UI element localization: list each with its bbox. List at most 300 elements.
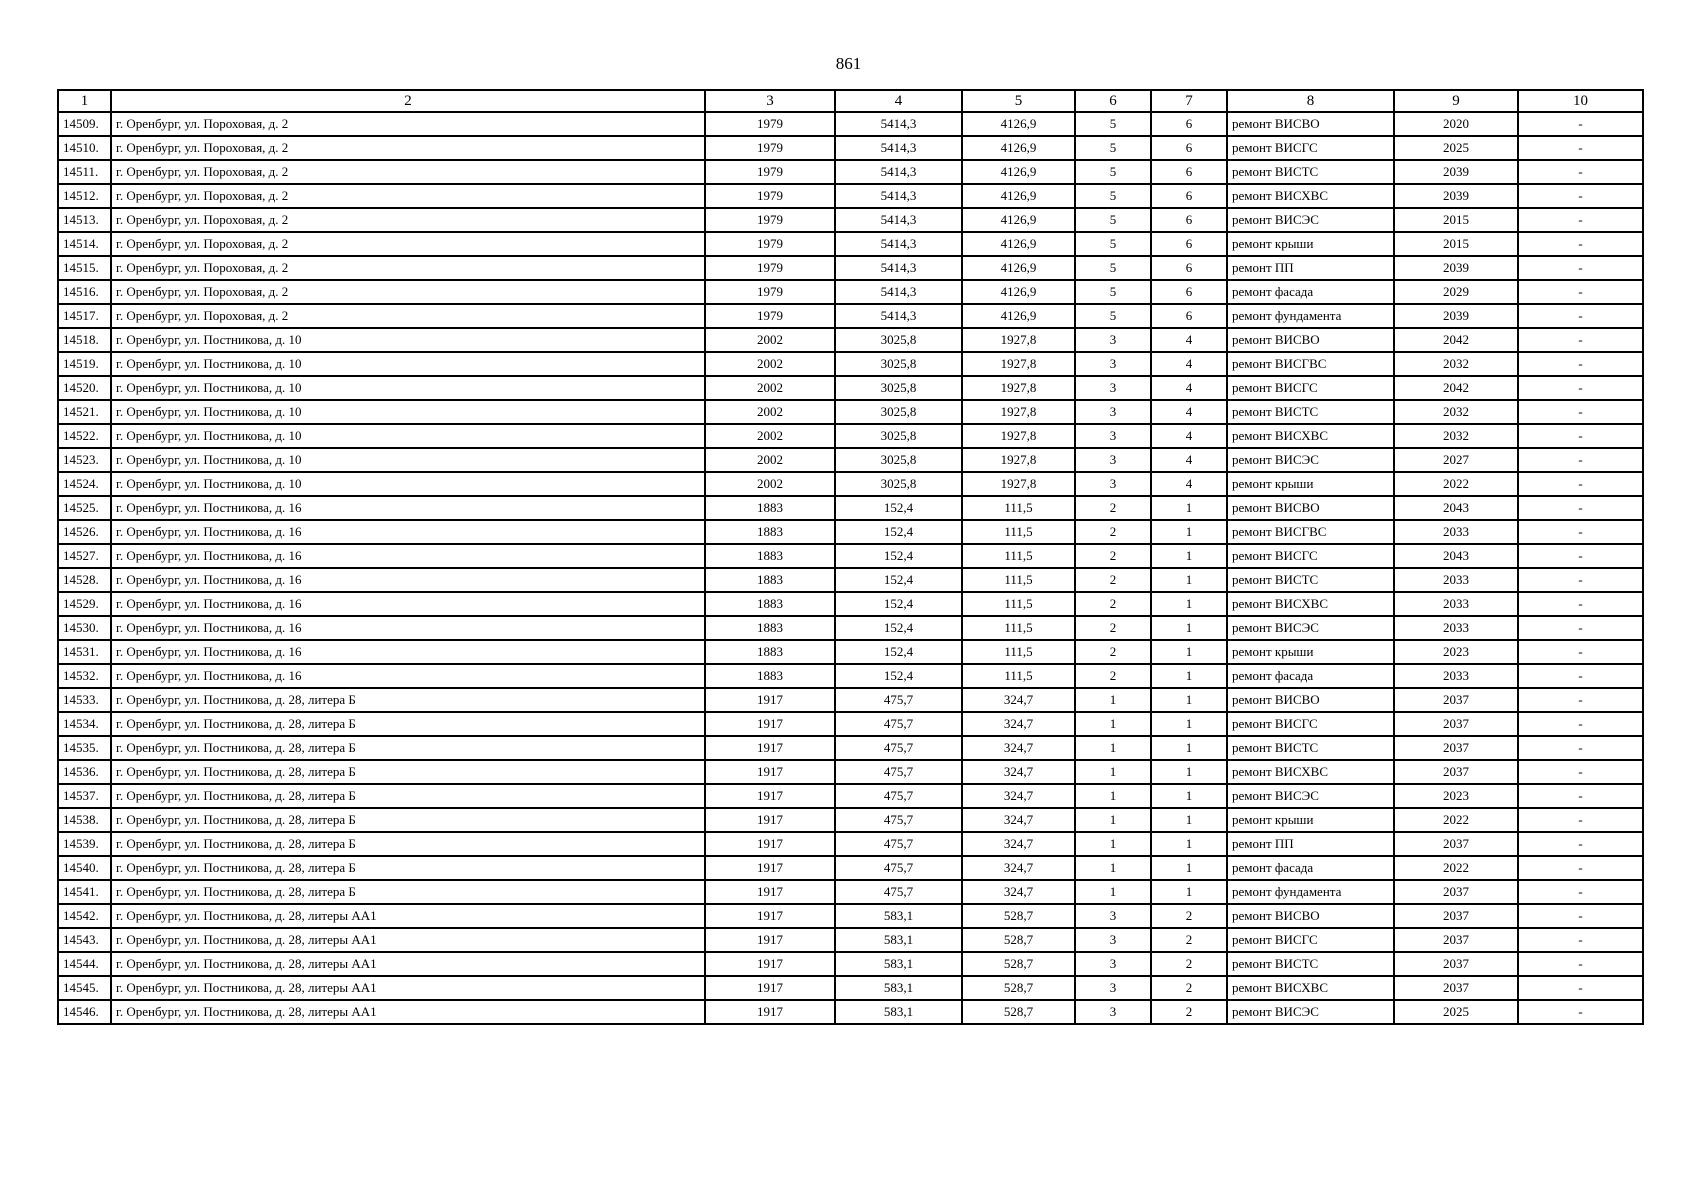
col-year-cell: 2002	[705, 448, 835, 472]
col-year-planned-cell: 2033	[1394, 520, 1518, 544]
col-year-planned-cell: 2015	[1394, 208, 1518, 232]
col-notes-cell: -	[1518, 856, 1643, 880]
col-area-total-cell: 3025,8	[835, 352, 962, 376]
col-number-cell: 14539.	[58, 832, 111, 856]
table-row	[58, 160, 1643, 184]
col-area-total-cell: 5414,3	[835, 112, 962, 136]
col-floors-cell: 3	[1075, 448, 1151, 472]
table-row	[58, 808, 1643, 832]
header-col-address: 2	[111, 90, 705, 112]
col-year-planned-cell: 2042	[1394, 328, 1518, 352]
col-entrances-cell: 6	[1151, 184, 1227, 208]
col-address-cell: г. Оренбург, ул. Постникова, д. 10	[111, 328, 705, 352]
table-row	[58, 136, 1643, 160]
col-area-total-cell: 3025,8	[835, 424, 962, 448]
col-year-cell: 1917	[705, 928, 835, 952]
col-year-planned-cell: 2043	[1394, 496, 1518, 520]
col-floors-cell: 3	[1075, 376, 1151, 400]
col-area-total-cell: 583,1	[835, 952, 962, 976]
col-year-cell: 1917	[705, 880, 835, 904]
col-floors-cell: 1	[1075, 808, 1151, 832]
col-number-cell: 14542.	[58, 904, 111, 928]
col-entrances-cell: 1	[1151, 496, 1227, 520]
table-row	[58, 616, 1643, 640]
col-address-cell: г. Оренбург, ул. Пороховая, д. 2	[111, 136, 705, 160]
col-area-living-cell: 111,5	[962, 640, 1075, 664]
col-floors-cell: 3	[1075, 352, 1151, 376]
col-notes-cell: -	[1518, 352, 1643, 376]
col-year-planned-cell: 2037	[1394, 760, 1518, 784]
col-address-cell: г. Оренбург, ул. Пороховая, д. 2	[111, 280, 705, 304]
col-area-total-cell: 152,4	[835, 568, 962, 592]
col-number-cell: 14535.	[58, 736, 111, 760]
col-area-total-cell: 583,1	[835, 904, 962, 928]
col-entrances-cell: 1	[1151, 544, 1227, 568]
col-number-cell: 14530.	[58, 616, 111, 640]
col-number-cell: 14528.	[58, 568, 111, 592]
col-notes-cell: -	[1518, 832, 1643, 856]
col-floors-cell: 3	[1075, 1000, 1151, 1024]
header-col-area-living: 5	[962, 90, 1075, 112]
col-year-cell: 1883	[705, 496, 835, 520]
col-notes-cell: -	[1518, 304, 1643, 328]
col-floors-cell: 2	[1075, 664, 1151, 688]
col-area-total-cell: 583,1	[835, 1000, 962, 1024]
col-notes-cell: -	[1518, 760, 1643, 784]
col-entrances-cell: 2	[1151, 952, 1227, 976]
table-row	[58, 424, 1643, 448]
col-area-living-cell: 4126,9	[962, 160, 1075, 184]
col-address-cell: г. Оренбург, ул. Пороховая, д. 2	[111, 232, 705, 256]
col-year-planned-cell: 2033	[1394, 664, 1518, 688]
col-area-total-cell: 583,1	[835, 928, 962, 952]
col-year-cell: 1917	[705, 688, 835, 712]
col-number-cell: 14517.	[58, 304, 111, 328]
col-notes-cell: -	[1518, 424, 1643, 448]
col-notes-cell: -	[1518, 616, 1643, 640]
table-row	[58, 328, 1643, 352]
col-entrances-cell: 2	[1151, 904, 1227, 928]
col-area-living-cell: 111,5	[962, 544, 1075, 568]
col-area-living-cell: 4126,9	[962, 112, 1075, 136]
col-area-total-cell: 475,7	[835, 760, 962, 784]
col-notes-cell: -	[1518, 784, 1643, 808]
col-number-cell: 14518.	[58, 328, 111, 352]
col-year-planned-cell: 2037	[1394, 904, 1518, 928]
col-number-cell: 14514.	[58, 232, 111, 256]
col-entrances-cell: 6	[1151, 256, 1227, 280]
col-entrances-cell: 2	[1151, 976, 1227, 1000]
col-area-living-cell: 111,5	[962, 496, 1075, 520]
col-floors-cell: 2	[1075, 544, 1151, 568]
col-year-cell: 1883	[705, 664, 835, 688]
col-address-cell: г. Оренбург, ул. Пороховая, д. 2	[111, 208, 705, 232]
col-address-cell: г. Оренбург, ул. Пороховая, д. 2	[111, 304, 705, 328]
table-row	[58, 832, 1643, 856]
col-address-cell: г. Оренбург, ул. Постникова, д. 28, литера Б	[111, 856, 705, 880]
col-area-total-cell: 475,7	[835, 736, 962, 760]
table-row	[58, 640, 1643, 664]
col-area-total-cell: 475,7	[835, 712, 962, 736]
col-notes-cell: -	[1518, 640, 1643, 664]
col-entrances-cell: 6	[1151, 232, 1227, 256]
col-notes-cell: -	[1518, 736, 1643, 760]
col-area-total-cell: 475,7	[835, 832, 962, 856]
table-row	[58, 712, 1643, 736]
col-area-total-cell: 152,4	[835, 544, 962, 568]
header-col-floors: 6	[1075, 90, 1151, 112]
table-row	[58, 376, 1643, 400]
col-notes-cell: -	[1518, 184, 1643, 208]
col-work-type-cell: ремонт крыши	[1227, 808, 1394, 832]
col-entrances-cell: 4	[1151, 400, 1227, 424]
col-notes-cell: -	[1518, 400, 1643, 424]
col-notes-cell: -	[1518, 592, 1643, 616]
col-area-living-cell: 324,7	[962, 784, 1075, 808]
col-year-cell: 1883	[705, 616, 835, 640]
col-address-cell: г. Оренбург, ул. Постникова, д. 28, литеры АА1	[111, 952, 705, 976]
col-work-type-cell: ремонт ПП	[1227, 256, 1394, 280]
col-area-living-cell: 528,7	[962, 904, 1075, 928]
col-year-cell: 1917	[705, 760, 835, 784]
col-work-type-cell: ремонт ВИСВО	[1227, 904, 1394, 928]
col-entrances-cell: 1	[1151, 880, 1227, 904]
col-year-planned-cell: 2033	[1394, 568, 1518, 592]
col-area-total-cell: 3025,8	[835, 328, 962, 352]
col-year-cell: 2002	[705, 424, 835, 448]
col-year-planned-cell: 2025	[1394, 136, 1518, 160]
col-year-planned-cell: 2022	[1394, 472, 1518, 496]
col-year-cell: 1917	[705, 976, 835, 1000]
col-year-cell: 1979	[705, 304, 835, 328]
col-work-type-cell: ремонт ВИСГС	[1227, 376, 1394, 400]
col-address-cell: г. Оренбург, ул. Постникова, д. 10	[111, 352, 705, 376]
col-area-total-cell: 5414,3	[835, 256, 962, 280]
table-row	[58, 280, 1643, 304]
col-number-cell: 14526.	[58, 520, 111, 544]
col-entrances-cell: 1	[1151, 664, 1227, 688]
col-year-cell: 1917	[705, 856, 835, 880]
col-address-cell: г. Оренбург, ул. Постникова, д. 16	[111, 616, 705, 640]
col-notes-cell: -	[1518, 664, 1643, 688]
col-entrances-cell: 1	[1151, 736, 1227, 760]
table-row	[58, 784, 1643, 808]
col-year-cell: 1979	[705, 112, 835, 136]
col-entrances-cell: 6	[1151, 304, 1227, 328]
col-number-cell: 14533.	[58, 688, 111, 712]
col-address-cell: г. Оренбург, ул. Постникова, д. 28, литера Б	[111, 808, 705, 832]
col-number-cell: 14527.	[58, 544, 111, 568]
col-entrances-cell: 1	[1151, 520, 1227, 544]
col-area-total-cell: 475,7	[835, 856, 962, 880]
col-address-cell: г. Оренбург, ул. Постникова, д. 28, литера Б	[111, 736, 705, 760]
col-floors-cell: 5	[1075, 136, 1151, 160]
col-notes-cell: -	[1518, 256, 1643, 280]
col-area-total-cell: 475,7	[835, 688, 962, 712]
col-work-type-cell: ремонт ВИСЭС	[1227, 208, 1394, 232]
col-area-total-cell: 5414,3	[835, 160, 962, 184]
col-year-planned-cell: 2029	[1394, 280, 1518, 304]
header-col-year: 3	[705, 90, 835, 112]
col-notes-cell: -	[1518, 376, 1643, 400]
col-year-planned-cell: 2032	[1394, 424, 1518, 448]
col-year-planned-cell: 2037	[1394, 976, 1518, 1000]
table-row	[58, 664, 1643, 688]
col-area-total-cell: 583,1	[835, 976, 962, 1000]
col-area-total-cell: 3025,8	[835, 400, 962, 424]
table-row	[58, 880, 1643, 904]
col-area-living-cell: 324,7	[962, 856, 1075, 880]
col-address-cell: г. Оренбург, ул. Постникова, д. 10	[111, 472, 705, 496]
col-floors-cell: 2	[1075, 568, 1151, 592]
col-number-cell: 14515.	[58, 256, 111, 280]
col-number-cell: 14545.	[58, 976, 111, 1000]
col-area-living-cell: 4126,9	[962, 280, 1075, 304]
col-area-living-cell: 4126,9	[962, 208, 1075, 232]
col-number-cell: 14516.	[58, 280, 111, 304]
col-work-type-cell: ремонт ВИСГС	[1227, 136, 1394, 160]
col-year-planned-cell: 2022	[1394, 856, 1518, 880]
col-year-planned-cell: 2015	[1394, 232, 1518, 256]
table-row	[58, 592, 1643, 616]
col-floors-cell: 3	[1075, 328, 1151, 352]
col-year-planned-cell: 2043	[1394, 544, 1518, 568]
col-floors-cell: 5	[1075, 184, 1151, 208]
col-area-living-cell: 4126,9	[962, 232, 1075, 256]
col-work-type-cell: ремонт фасада	[1227, 664, 1394, 688]
col-year-cell: 1917	[705, 736, 835, 760]
col-area-total-cell: 3025,8	[835, 472, 962, 496]
header-col-work-type: 8	[1227, 90, 1394, 112]
col-floors-cell: 3	[1075, 472, 1151, 496]
col-floors-cell: 1	[1075, 784, 1151, 808]
col-year-cell: 1883	[705, 520, 835, 544]
col-number-cell: 14522.	[58, 424, 111, 448]
col-area-living-cell: 324,7	[962, 880, 1075, 904]
col-number-cell: 14541.	[58, 880, 111, 904]
col-area-living-cell: 528,7	[962, 952, 1075, 976]
col-area-total-cell: 5414,3	[835, 232, 962, 256]
col-floors-cell: 3	[1075, 928, 1151, 952]
col-work-type-cell: ремонт крыши	[1227, 640, 1394, 664]
col-year-planned-cell: 2037	[1394, 832, 1518, 856]
col-notes-cell: -	[1518, 112, 1643, 136]
col-notes-cell: -	[1518, 688, 1643, 712]
col-entrances-cell: 1	[1151, 784, 1227, 808]
col-area-total-cell: 152,4	[835, 496, 962, 520]
col-year-cell: 1917	[705, 904, 835, 928]
col-area-living-cell: 528,7	[962, 976, 1075, 1000]
col-area-living-cell: 1927,8	[962, 400, 1075, 424]
table-row	[58, 448, 1643, 472]
header-col-number: 1	[58, 90, 111, 112]
col-floors-cell: 1	[1075, 760, 1151, 784]
col-year-cell: 1979	[705, 280, 835, 304]
col-entrances-cell: 6	[1151, 160, 1227, 184]
col-entrances-cell: 1	[1151, 808, 1227, 832]
col-area-total-cell: 5414,3	[835, 136, 962, 160]
col-year-cell: 1917	[705, 952, 835, 976]
col-number-cell: 14523.	[58, 448, 111, 472]
col-year-planned-cell: 2033	[1394, 616, 1518, 640]
col-number-cell: 14524.	[58, 472, 111, 496]
col-year-cell: 1979	[705, 136, 835, 160]
col-year-cell: 1917	[705, 1000, 835, 1024]
col-year-planned-cell: 2027	[1394, 448, 1518, 472]
col-work-type-cell: ремонт ВИСХВС	[1227, 592, 1394, 616]
col-year-planned-cell: 2037	[1394, 688, 1518, 712]
col-area-living-cell: 324,7	[962, 808, 1075, 832]
col-floors-cell: 1	[1075, 880, 1151, 904]
col-notes-cell: -	[1518, 952, 1643, 976]
col-year-cell: 2002	[705, 328, 835, 352]
col-floors-cell: 3	[1075, 904, 1151, 928]
col-notes-cell: -	[1518, 808, 1643, 832]
col-year-cell: 2002	[705, 400, 835, 424]
col-number-cell: 14512.	[58, 184, 111, 208]
col-work-type-cell: ремонт ВИСВО	[1227, 688, 1394, 712]
col-number-cell: 14546.	[58, 1000, 111, 1024]
col-area-living-cell: 4126,9	[962, 304, 1075, 328]
col-floors-cell: 5	[1075, 304, 1151, 328]
table-row	[58, 472, 1643, 496]
col-entrances-cell: 1	[1151, 712, 1227, 736]
col-entrances-cell: 6	[1151, 208, 1227, 232]
col-year-cell: 2002	[705, 472, 835, 496]
col-entrances-cell: 4	[1151, 448, 1227, 472]
col-year-cell: 2002	[705, 352, 835, 376]
col-address-cell: г. Оренбург, ул. Постникова, д. 28, литера Б	[111, 712, 705, 736]
col-year-planned-cell: 2025	[1394, 1000, 1518, 1024]
col-year-planned-cell: 2039	[1394, 256, 1518, 280]
table-row	[58, 232, 1643, 256]
col-area-total-cell: 5414,3	[835, 280, 962, 304]
col-number-cell: 14543.	[58, 928, 111, 952]
col-entrances-cell: 6	[1151, 136, 1227, 160]
col-work-type-cell: ремонт ВИСЭС	[1227, 1000, 1394, 1024]
col-year-cell: 1979	[705, 160, 835, 184]
col-floors-cell: 5	[1075, 232, 1151, 256]
table-row	[58, 688, 1643, 712]
table-row	[58, 304, 1643, 328]
col-work-type-cell: ремонт ВИСХВС	[1227, 976, 1394, 1000]
col-entrances-cell: 2	[1151, 928, 1227, 952]
col-notes-cell: -	[1518, 880, 1643, 904]
col-area-total-cell: 475,7	[835, 808, 962, 832]
col-year-cell: 1883	[705, 568, 835, 592]
col-notes-cell: -	[1518, 496, 1643, 520]
col-work-type-cell: ремонт ВИСТС	[1227, 160, 1394, 184]
col-notes-cell: -	[1518, 472, 1643, 496]
col-area-living-cell: 111,5	[962, 592, 1075, 616]
col-floors-cell: 5	[1075, 112, 1151, 136]
col-work-type-cell: ремонт ВИСГС	[1227, 712, 1394, 736]
col-year-cell: 1979	[705, 184, 835, 208]
table-row	[58, 352, 1643, 376]
table-row	[58, 112, 1643, 136]
col-year-cell: 1979	[705, 256, 835, 280]
col-area-living-cell: 528,7	[962, 928, 1075, 952]
col-area-total-cell: 152,4	[835, 640, 962, 664]
col-area-living-cell: 111,5	[962, 520, 1075, 544]
table-row	[58, 736, 1643, 760]
col-year-cell: 1917	[705, 784, 835, 808]
col-floors-cell: 2	[1075, 640, 1151, 664]
col-area-total-cell: 475,7	[835, 784, 962, 808]
col-area-total-cell: 475,7	[835, 880, 962, 904]
col-work-type-cell: ремонт ВИСГВС	[1227, 352, 1394, 376]
col-work-type-cell: ремонт ВИСТС	[1227, 952, 1394, 976]
col-address-cell: г. Оренбург, ул. Пороховая, д. 2	[111, 160, 705, 184]
col-work-type-cell: ремонт ВИСВО	[1227, 328, 1394, 352]
col-floors-cell: 5	[1075, 208, 1151, 232]
table-row	[58, 544, 1643, 568]
col-work-type-cell: ремонт фундамента	[1227, 304, 1394, 328]
table-row	[58, 760, 1643, 784]
col-entrances-cell: 1	[1151, 760, 1227, 784]
col-address-cell: г. Оренбург, ул. Пороховая, д. 2	[111, 112, 705, 136]
col-floors-cell: 3	[1075, 424, 1151, 448]
col-entrances-cell: 2	[1151, 1000, 1227, 1024]
col-address-cell: г. Оренбург, ул. Постникова, д. 28, литера Б	[111, 688, 705, 712]
col-address-cell: г. Оренбург, ул. Постникова, д. 16	[111, 544, 705, 568]
col-year-cell: 1979	[705, 208, 835, 232]
col-address-cell: г. Оренбург, ул. Постникова, д. 28, литера Б	[111, 832, 705, 856]
col-year-planned-cell: 2042	[1394, 376, 1518, 400]
col-year-planned-cell: 2032	[1394, 400, 1518, 424]
col-area-living-cell: 1927,8	[962, 376, 1075, 400]
col-notes-cell: -	[1518, 280, 1643, 304]
col-entrances-cell: 1	[1151, 832, 1227, 856]
col-area-total-cell: 5414,3	[835, 184, 962, 208]
header-col-year-planned: 9	[1394, 90, 1518, 112]
col-year-planned-cell: 2022	[1394, 808, 1518, 832]
col-notes-cell: -	[1518, 544, 1643, 568]
col-area-total-cell: 152,4	[835, 592, 962, 616]
col-number-cell: 14532.	[58, 664, 111, 688]
col-year-planned-cell: 2037	[1394, 736, 1518, 760]
col-area-living-cell: 111,5	[962, 616, 1075, 640]
col-year-planned-cell: 2037	[1394, 880, 1518, 904]
col-year-planned-cell: 2039	[1394, 160, 1518, 184]
table-header-row	[58, 90, 1643, 112]
col-address-cell: г. Оренбург, ул. Постникова, д. 10	[111, 424, 705, 448]
col-entrances-cell: 6	[1151, 280, 1227, 304]
col-number-cell: 14536.	[58, 760, 111, 784]
col-notes-cell: -	[1518, 928, 1643, 952]
col-work-type-cell: ремонт ВИСХВС	[1227, 424, 1394, 448]
col-work-type-cell: ремонт ВИСХВС	[1227, 760, 1394, 784]
col-entrances-cell: 4	[1151, 472, 1227, 496]
table-row	[58, 256, 1643, 280]
col-number-cell: 14537.	[58, 784, 111, 808]
col-area-total-cell: 5414,3	[835, 304, 962, 328]
table-row	[58, 568, 1643, 592]
table-row	[58, 1000, 1643, 1024]
table-body	[58, 112, 1643, 1024]
col-floors-cell: 1	[1075, 688, 1151, 712]
col-notes-cell: -	[1518, 712, 1643, 736]
col-floors-cell: 2	[1075, 592, 1151, 616]
col-year-planned-cell: 2037	[1394, 712, 1518, 736]
col-notes-cell: -	[1518, 136, 1643, 160]
col-work-type-cell: ремонт ВИСГВС	[1227, 520, 1394, 544]
col-entrances-cell: 1	[1151, 856, 1227, 880]
table-row	[58, 400, 1643, 424]
table-row	[58, 952, 1643, 976]
col-work-type-cell: ремонт ВИСТС	[1227, 400, 1394, 424]
header-col-notes: 10	[1518, 90, 1643, 112]
